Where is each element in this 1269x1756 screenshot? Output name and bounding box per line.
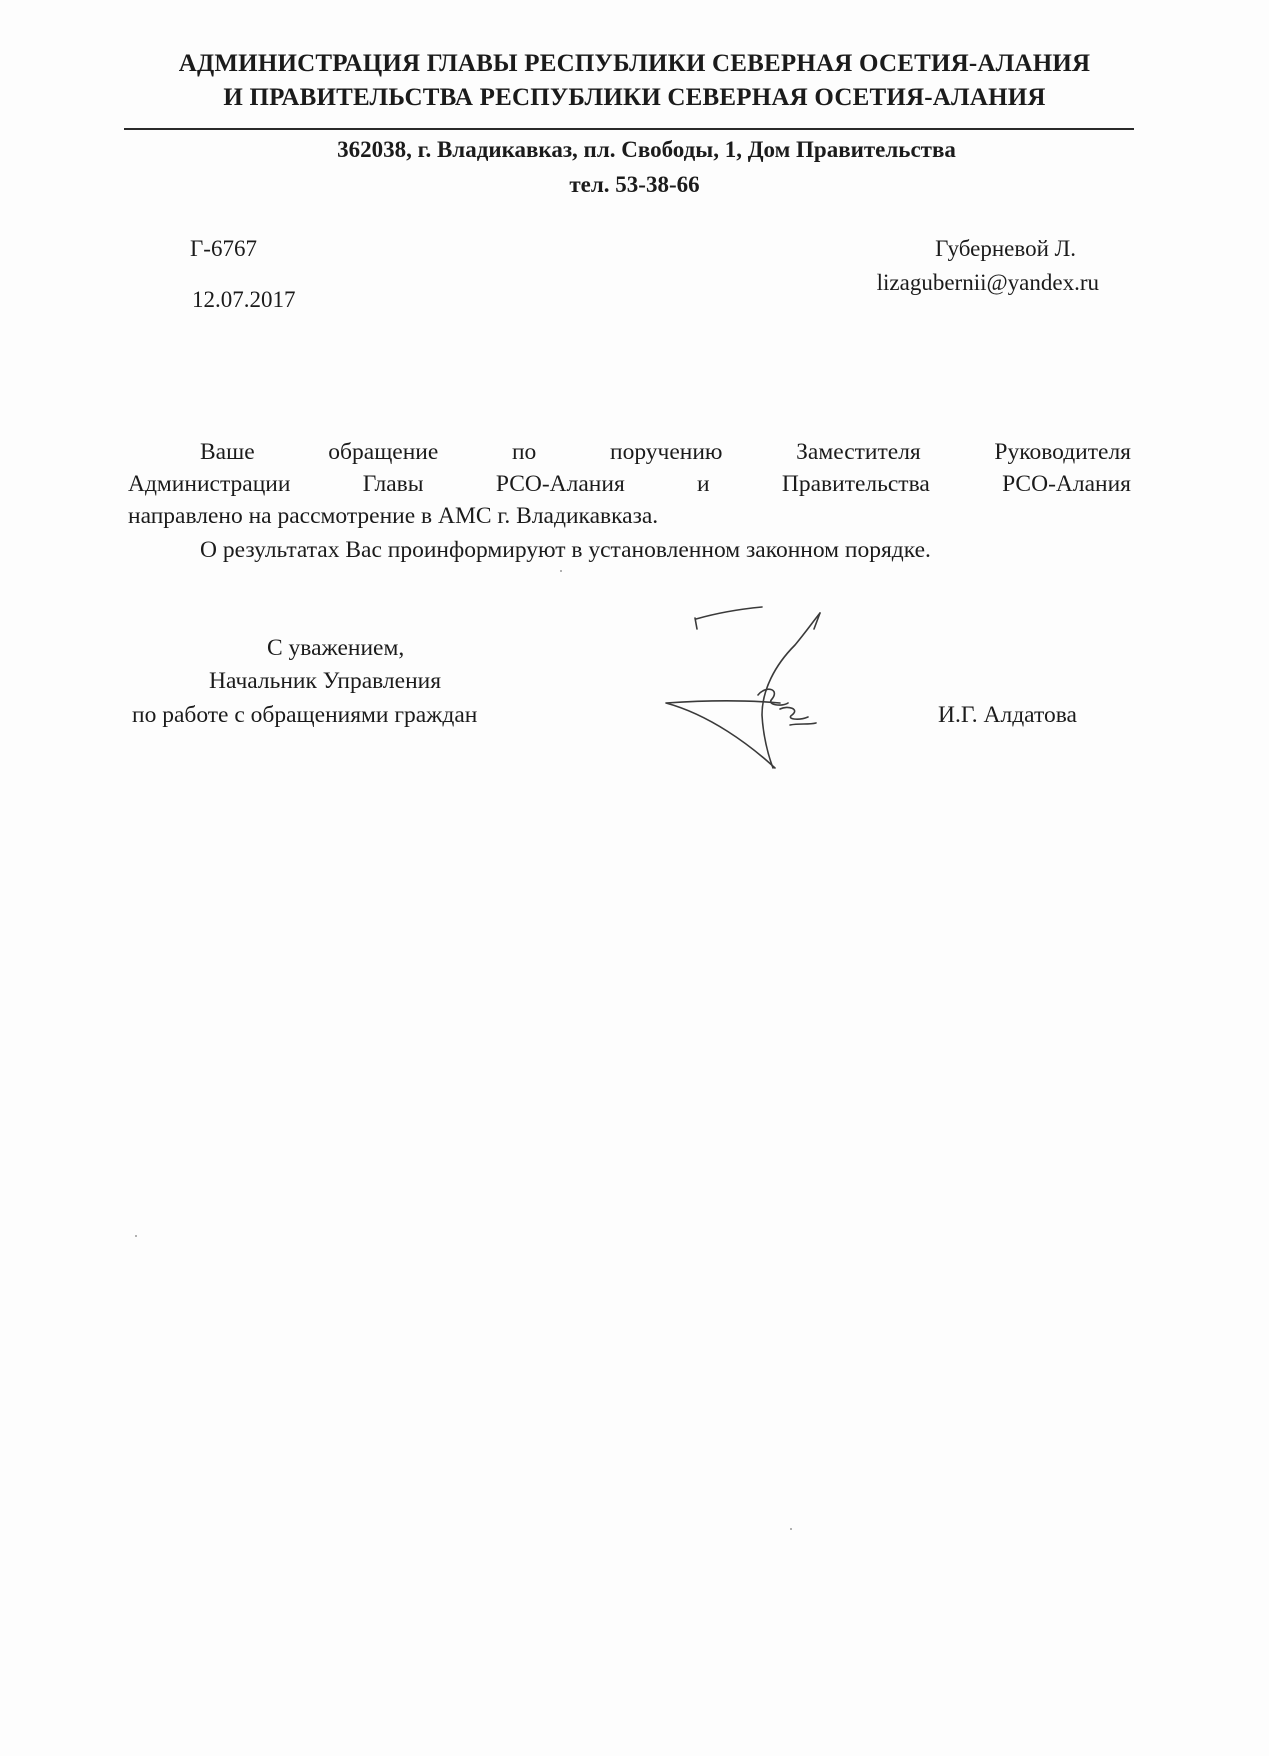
scan-speck xyxy=(790,1528,792,1530)
recipient-name: Губерневой Л. xyxy=(935,236,1076,261)
org-address: 362038, г. Владикавказ, пл. Свободы, 1, Дом Правительства xyxy=(337,137,956,162)
reference-number: Г-6767 xyxy=(190,236,257,261)
signer-title-line2: по работе с обращениями граждан xyxy=(132,702,478,728)
header-divider xyxy=(124,128,1134,130)
signer-title-line1: Начальник Управления xyxy=(209,668,442,694)
scan-speck xyxy=(560,570,562,572)
reference-date: 12.07.2017 xyxy=(192,287,296,312)
org-title-line2: И ПРАВИТЕЛЬСТВА РЕСПУБЛИКИ СЕВЕРНАЯ ОСЕТИЯ-АЛАНИЯ xyxy=(223,84,1046,111)
handwritten-signature xyxy=(640,585,880,785)
org-title-line1: АДМИНИСТРАЦИЯ ГЛАВЫ РЕСПУБЛИКИ СЕВЕРНАЯ ОСЕТИЯ-АЛАНИЯ xyxy=(178,50,1091,77)
org-phone: тел. 53-38-66 xyxy=(569,172,700,197)
body-paragraph-1-line-3: направлено на рассмотрение в АМС г. Владикавказа. xyxy=(128,503,659,529)
signer-name: И.Г. Алдатова xyxy=(938,702,1077,728)
scan-speck xyxy=(135,1235,137,1237)
body-paragraph-1-line-1: Ваше обращение по поручению Заместителя Руководителя xyxy=(200,439,1131,465)
body-paragraph-1 xyxy=(128,436,1131,532)
body-paragraph-2: О результатах Вас проинформируют в установленном законном порядке. xyxy=(200,537,931,563)
recipient-email: lizagubernii@yandex.ru xyxy=(876,270,1099,295)
body-paragraph-1-line-2: Администрации Главы РСО-Алания и Правительства РСО-Алания xyxy=(128,471,1131,497)
closing-phrase: С уважением, xyxy=(267,635,405,661)
